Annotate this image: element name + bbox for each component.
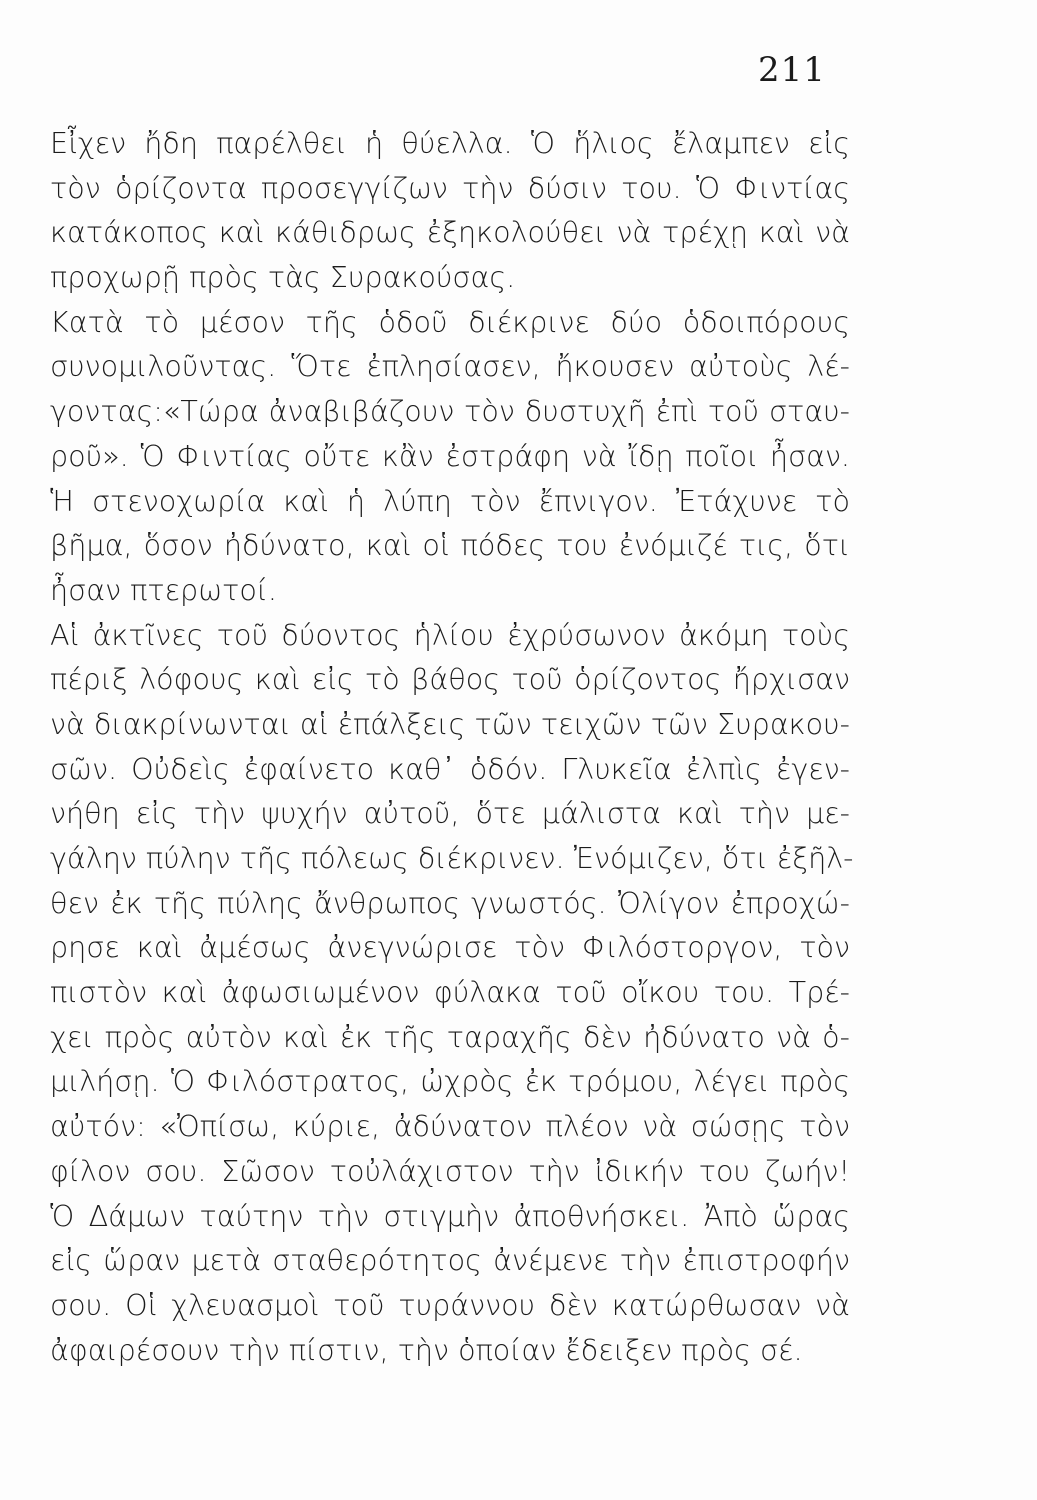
text-line: θεν ἐκ τῆς πύλης ἄνθρωπος γνωστός. Ὀλίγον ἐπροχώ- [50,885,850,920]
text-line: εἰς ὥραν μετὰ σταθερότητος ἀνέμενε τὴν ἐπιστροφήν [50,1243,850,1278]
text-line: σου. Οἱ χλευασμοὶ τοῦ τυράννου δὲν κατώρθωσαν νὰ [50,1287,850,1322]
text-line: πέριξ λόφους καὶ εἰς τὸ βάθος τοῦ ὁρίζοντος ἤρχισαν [50,662,850,697]
text-line: βῆμα, ὅσον ἠδύνατο, καὶ οἱ πόδες του ἐνόμιζέ τις, ὅτι [50,528,850,563]
text-line: αὐτόν: «Ὀπίσω, κύριε, ἀδύνατον πλέον νὰ σώσῃς τὸν [50,1109,850,1144]
text-line: νήθη εἰς τὴν ψυχήν αὐτοῦ, ὅτε μάλιστα καὶ τὴν με- [50,796,850,831]
text-line: ἦσαν πτερωτοί. [50,572,278,607]
page-number: 211 [758,50,826,90]
text-line: τὸν ὁρίζοντα προσεγγίζων τὴν δύσιν του. Ὁ Φιντίας [50,170,850,205]
body-text [50,121,854,1372]
text-line: νὰ διακρίνωνται αἱ ἐπάλξεις τῶν τειχῶν τῶν Συρακου- [50,706,850,741]
text-line: κατάκοπος καὶ κάθιδρως ἐξηκολούθει νὰ τρέχῃ καὶ νὰ [50,215,850,250]
text-line: Αἱ ἀκτῖνες τοῦ δύοντος ἡλίου ἐχρύσωνον ἀκόμη τοὺς [50,617,850,652]
text-line: χει πρὸς αὐτὸν καὶ ἐκ τῆς ταραχῆς δὲν ἠδύνατο νὰ ὁ- [50,1019,850,1054]
text-line: γοντας:«Τώρα ἀναβιβάζουν τὸν δυστυχῆ ἐπὶ τοῦ σταυ- [50,394,850,429]
text-line: μιλήσῃ. Ὁ Φιλόστρατος, ὠχρὸς ἐκ τρόμου, λέγει πρὸς [50,1064,850,1099]
text-line: προχωρῇ πρὸς τὰς Συρακούσας. [50,260,516,295]
text-line: Εἶχεν ἤδη παρέλθει ἡ θύελλα. Ὁ ἥλιος ἔλαμπεν εἰς [50,126,850,160]
text-line: Ἡ στενοχωρία καὶ ἡ λύπη τὸν ἔπνιγον. Ἐτάχυνε τὸ [50,483,850,518]
text-line: συνομιλοῦντας. Ὅτε ἐπλησίασεν, ἤκουσεν αὐτοὺς λέ- [50,349,850,384]
text-line: ρησε καὶ ἀμέσως ἀνεγνώρισε τὸν Φιλόστοργον, τὸν [50,930,850,965]
text-line: ροῦ». Ὁ Φιντίας οὔτε κἂν ἐστράφη νὰ ἴδῃ ποῖοι ἦσαν. [50,438,850,473]
text-line: ἀφαιρέσουν τὴν πίστιν, τὴν ὁποίαν ἔδειξεν πρὸς σέ. [50,1332,803,1367]
text-line: πιστὸν καὶ ἀφωσιωμένον φύλακα τοῦ οἴκου του. Τρέ- [50,975,850,1010]
text-line: σῶν. Οὐδεὶς ἐφαίνετο καθ᾽ ὁδόν. Γλυκεῖα ἐλπὶς ἐγεν- [50,751,850,786]
text-line: Κατὰ τὸ μέσον τῆς ὁδοῦ διέκρινε δύο ὁδοιπόρους [50,304,850,339]
text-line: Ὁ Δάμων ταύτην τὴν στιγμὴν ἀποθνήσκει. Ἀπὸ ὥρας [50,1198,850,1233]
text-line: φίλον σου. Σῶσον τοὐλάχιστον τὴν ἰδικήν του ζωήν! [50,1153,850,1188]
text-line: γάλην πύλην τῆς πόλεως διέκρινεν. Ἐνόμιζεν, ὅτι ἐξῆλ- [50,841,854,875]
